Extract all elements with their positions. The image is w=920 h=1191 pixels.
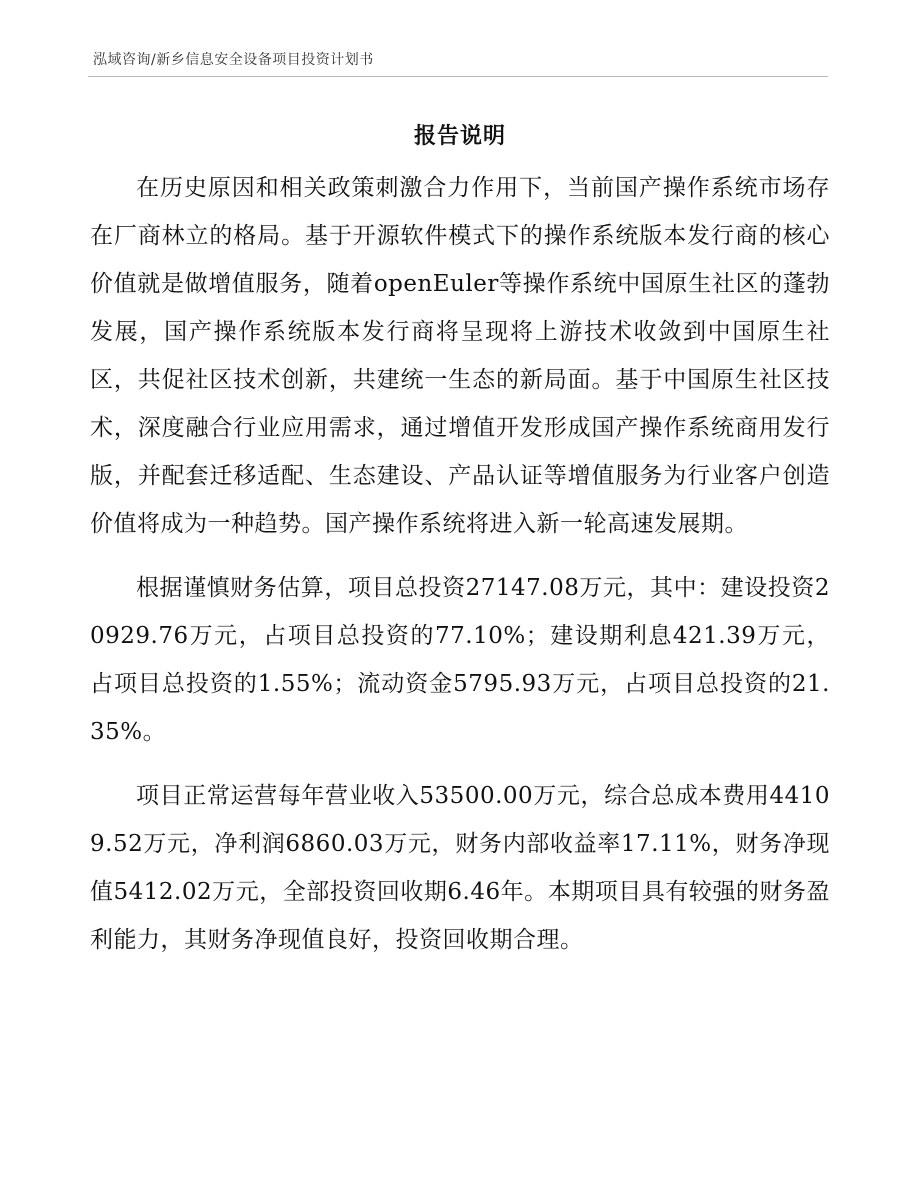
running-header: 泓域咨询/新乡信息安全设备项目投资计划书 <box>93 52 374 68</box>
page-title: 报告说明 <box>413 124 506 149</box>
document-body <box>90 164 830 980</box>
paragraph-background: 在历史原因和相关政策刺激合力作用下，当前国产操作系统市场存在厂商林立的格局。基于开源软件模式下的操作系统版本发行商的核心价值就是做增值服务，随着openEuler等操作系统中国原生社区的蓬勃发展，国产操作系统版本发行商将呈现将上游技术收敛到中国原生社区，共促社区技术创新，共建统一生态的新局面。基于中国原生社区技术，深度融合行业应用需求，通过增值开发形成国产操作系统商用发行版，并配套迁移适配、生态建设、产品认证等增值服务为行业客户创造价值将成为一种趋势。国产操作系统将进入新一轮高速发展期。 <box>90 175 830 537</box>
paragraph-financials: 项目正常运营每年营业收入53500.00万元，综合总成本费用44109.52万元，净利润6860.03万元，财务内部收益率17.11%，财务净现值5412.02万元，全部投资回收期6.46年。本期项目具有较强的财务盈利能力，其财务净现值良好，投资回收期合理。 <box>90 783 830 953</box>
paragraph-investment: 根据谨慎财务估算，项目总投资27147.08万元，其中：建设投资20929.76万元，占项目总投资的77.10%；建设期利息421.39万元，占项目总投资的1.55%；流动资金5795.93万元，占项目总投资的21.35%。 <box>90 575 830 745</box>
header-divider <box>88 76 828 77</box>
